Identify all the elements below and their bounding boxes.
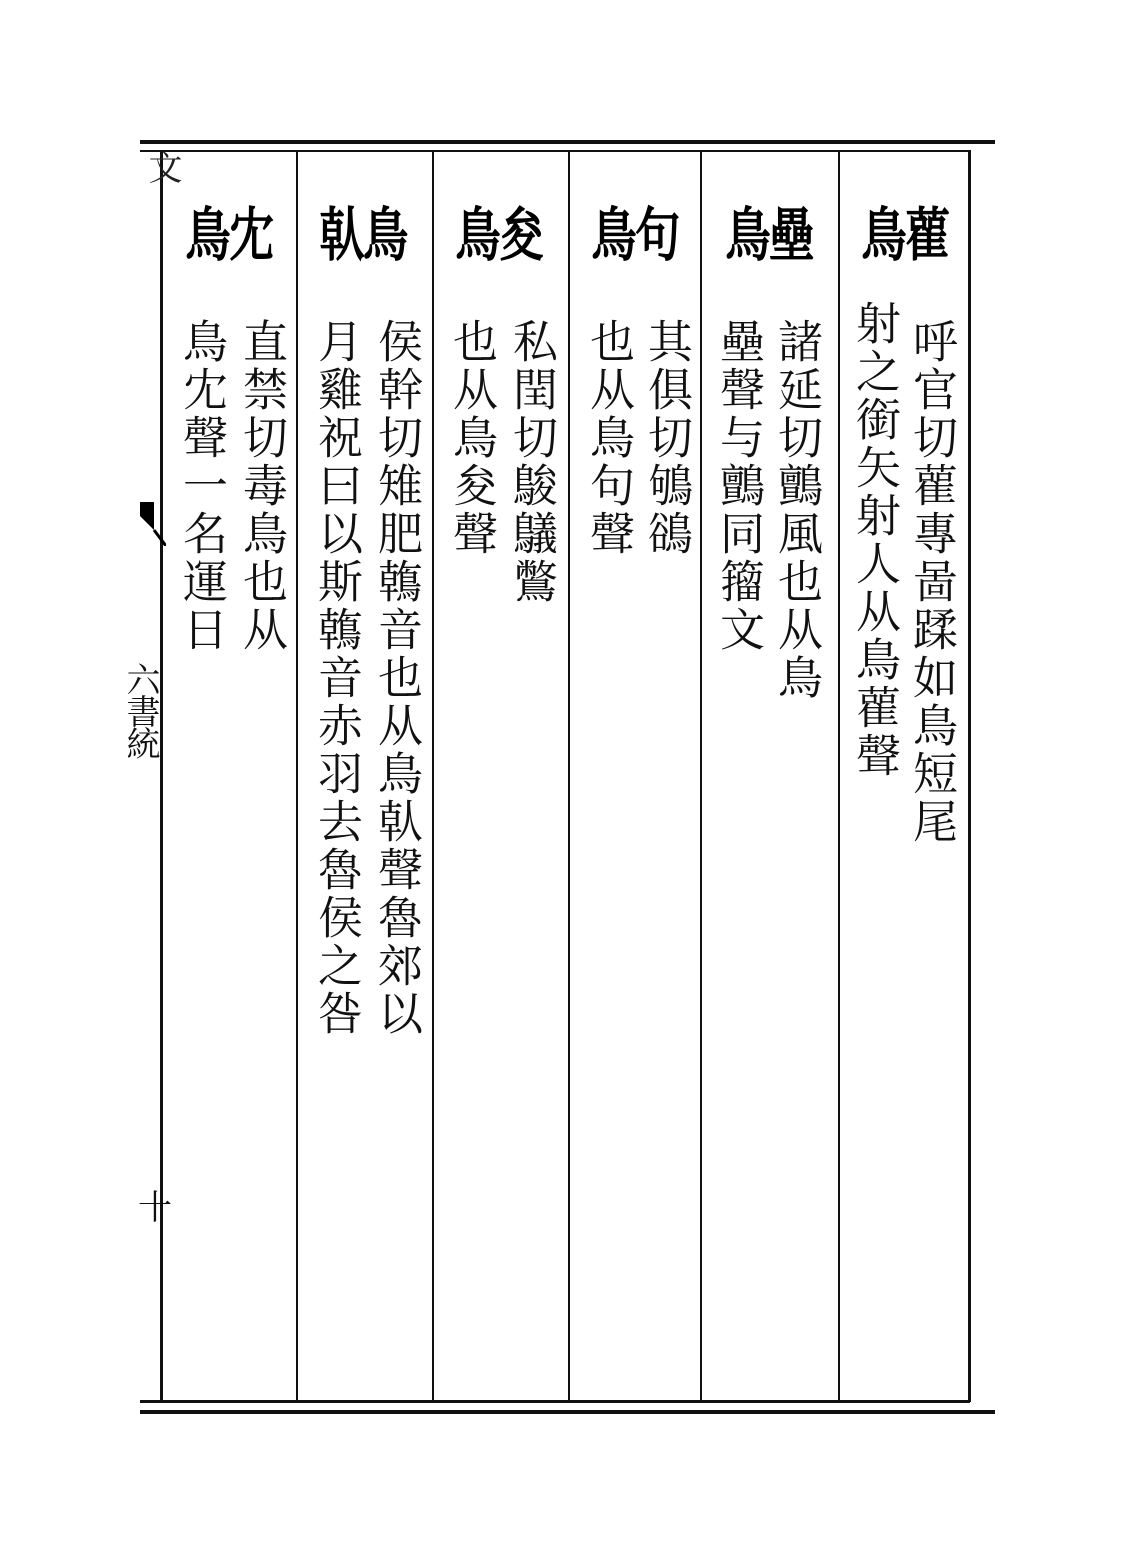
column-divider bbox=[432, 150, 434, 1402]
entry-text-line: 也从鳥句聲 bbox=[582, 318, 635, 558]
entry-text-line: 私閏切鵔鸃鷩 bbox=[505, 318, 558, 606]
bottom-border bbox=[140, 1400, 970, 1403]
seal-character: 鳥句 bbox=[591, 201, 679, 269]
fishtail-title: 文 bbox=[142, 150, 182, 186]
entry-text-line: 壘聲与鸇同籀文 bbox=[712, 318, 765, 654]
entry-text-line: 月雞祝曰以斯鶾音赤羽去魯侯之咎 bbox=[310, 318, 363, 1038]
entry-text-line: 鳥冘聲一名運日 bbox=[175, 318, 228, 654]
seal-character: 鳥雚 bbox=[861, 201, 949, 269]
fishtail-mark-icon bbox=[140, 502, 166, 546]
seal-character: 鳥冘 bbox=[185, 201, 273, 269]
seal-character: 倝鳥 bbox=[319, 201, 407, 269]
entry-text-line: 也从鳥夋聲 bbox=[445, 318, 498, 558]
top-inner-border bbox=[140, 150, 970, 152]
entry-text-line: 其俱切鴝鵒 bbox=[640, 318, 693, 558]
top-border bbox=[140, 140, 995, 144]
seal-character: 鳥壘 bbox=[725, 201, 813, 269]
entry-text-line: 侯幹切雉肥鶾音也从鳥倝聲魯郊以 bbox=[370, 318, 423, 1038]
entry-text-line: 呼官切雚專啚蹂如鳥短尾 bbox=[905, 318, 958, 846]
seal-character: 鳥夋 bbox=[455, 201, 543, 269]
entry-text-line: 直禁切毒鳥也从 bbox=[235, 318, 288, 654]
column-divider bbox=[838, 150, 840, 1402]
column-divider bbox=[568, 150, 570, 1402]
page-number: 十 bbox=[138, 1188, 172, 1228]
entry-text-line: 諸延切鸇風也从鳥 bbox=[770, 318, 823, 702]
column-divider bbox=[700, 150, 702, 1402]
column-divider bbox=[296, 150, 298, 1402]
bottom-outer-border bbox=[140, 1410, 995, 1414]
entry-text-line: 射之銜矢射人从鳥雚聲 bbox=[848, 300, 901, 780]
right-border bbox=[968, 150, 971, 1402]
book-title: 六書統 bbox=[120, 662, 160, 758]
